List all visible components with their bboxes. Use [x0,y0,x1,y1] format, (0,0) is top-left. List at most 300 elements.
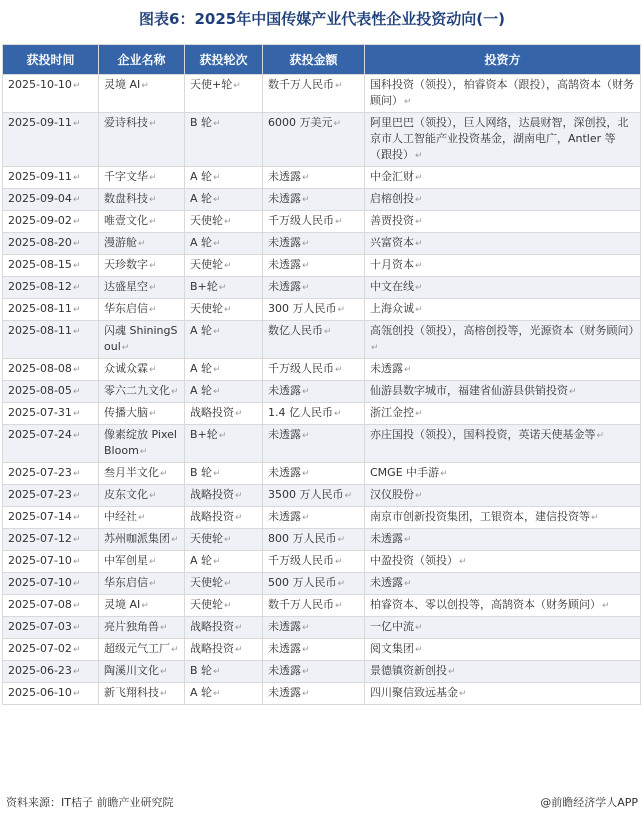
return-mark-icon: ↵ [213,689,221,699]
cell-text: 2025-07-08 [8,598,72,611]
cell-text: 天珍数字 [104,258,148,271]
cell-round [185,189,263,211]
cell-date [3,113,99,167]
cell-text: 皮东文化 [104,488,148,501]
cell-amount [263,211,365,233]
cell-text: 汉仪股份 [370,488,414,501]
cell-company [99,321,185,359]
cell-company [99,425,185,463]
return-mark-icon: ↵ [72,195,81,205]
cell-investors [365,683,641,705]
cell-text: 未透露 [268,620,301,633]
cell-round [185,485,263,507]
cell-date [3,299,99,321]
cell-text: 数盘科技 [104,192,148,205]
return-mark-icon: ↵ [72,667,81,677]
table-row [3,507,641,529]
return-mark-icon: ↵ [302,667,310,677]
return-mark-icon: ↵ [149,305,157,315]
cell-company [99,75,185,113]
return-mark-icon: ↵ [213,365,221,375]
cell-text: A 轮 [190,324,213,337]
cell-text: B 轮 [190,466,213,479]
cell-text: 2025-07-10 [8,576,72,589]
cell-round [185,113,263,167]
table-row [3,485,641,507]
source-note: 资料来源：IT桔子 前瞻产业研究院 [6,796,174,809]
cell-text: 未透露 [268,510,301,523]
cell-date [3,233,99,255]
cell-text: 闪魂 ShiningSoul [104,324,178,353]
return-mark-icon: ↵ [72,81,81,91]
return-mark-icon: ↵ [235,491,243,501]
return-mark-icon: ↵ [171,535,179,545]
return-mark-icon: ↵ [415,173,423,183]
cell-text: 中金汇财 [370,170,414,183]
cell-text: A 轮 [190,554,213,567]
cell-text: A 轮 [190,384,213,397]
cell-text: 战略投资 [190,406,234,419]
cell-text: 天使轮 [190,302,223,315]
cell-investors [365,639,641,661]
return-mark-icon: ↵ [72,283,81,293]
cell-amount [263,167,365,189]
cell-text: 仙游县数字城市，福建省仙游县供销投资 [370,384,568,397]
table-row [3,617,641,639]
cell-text: 未透露 [370,576,403,589]
return-mark-icon: ↵ [415,645,423,655]
cell-text: 国科投资（领投），柏睿资本（跟投），高鹄资本（财务顾问） [370,78,634,107]
table-row [3,595,641,617]
cell-text: 2025-10-10 [8,78,72,91]
table-row [3,255,641,277]
cell-text: 2025-07-03 [8,620,72,633]
cell-amount [263,639,365,661]
cell-text: 2025-08-12 [8,280,72,293]
cell-date [3,75,99,113]
cell-text: 2025-06-23 [8,664,72,677]
return-mark-icon: ↵ [72,557,81,567]
cell-text: 千万级人民币 [268,362,334,375]
return-mark-icon: ↵ [415,217,423,227]
cell-round [185,381,263,403]
return-mark-icon: ↵ [72,431,81,441]
cell-investors [365,255,641,277]
cell-round [185,403,263,425]
cell-text: 众诚众霖 [104,362,148,375]
return-mark-icon: ↵ [415,409,423,419]
cell-text: 未透露 [268,466,301,479]
return-mark-icon: ↵ [224,217,232,227]
cell-company [99,403,185,425]
cell-round [185,233,263,255]
return-mark-icon: ↵ [213,557,221,567]
cell-date [3,381,99,403]
return-mark-icon: ↵ [404,365,412,375]
cell-text: 上海众诚 [370,302,414,315]
cell-date [3,485,99,507]
cell-date [3,403,99,425]
cell-text: 浙江金控 [370,406,414,419]
cell-text: 2025-07-24 [8,428,72,441]
cell-text: 2025-06-10 [8,686,72,699]
cell-investors [365,189,641,211]
cell-date [3,661,99,683]
cell-text: 数千万人民币 [268,78,334,91]
cell-text: 2025-07-10 [8,554,72,567]
return-mark-icon: ↵ [72,327,81,337]
cell-investors [365,551,641,573]
return-mark-icon: ↵ [149,195,157,205]
credit-note: @前瞻经济学人APP [540,796,638,809]
return-mark-icon: ↵ [415,283,423,293]
cell-text: 3500 万人民币 [268,488,344,501]
cell-amount [263,321,365,359]
return-mark-icon: ↵ [335,81,343,91]
return-mark-icon: ↵ [335,557,343,567]
cell-investors [365,595,641,617]
return-mark-icon: ↵ [213,119,221,129]
cell-text: 2025-07-23 [8,488,72,501]
cell-company [99,683,185,705]
cell-amount [263,233,365,255]
cell-text: A 轮 [190,686,213,699]
return-mark-icon: ↵ [213,239,221,249]
cell-investors [365,661,641,683]
page-title: 图表6：2025年中国传媒产业代表性企业投资动向(一) [139,10,505,28]
cell-text: 战略投资 [190,620,234,633]
cell-text: 柏睿资本、零以创投等，高鹄资本（财务顾问） [370,598,601,611]
cell-company [99,113,185,167]
cell-text: 天使轮 [190,214,223,227]
return-mark-icon: ↵ [149,365,157,375]
return-mark-icon: ↵ [149,491,157,501]
cell-text: 华东启信 [104,302,148,315]
return-mark-icon: ↵ [149,579,157,589]
cell-text: 十月资本 [370,258,414,271]
cell-amount [263,189,365,211]
cell-round [185,463,263,485]
cell-investors [365,463,641,485]
cell-text: 2025-07-12 [8,532,72,545]
return-mark-icon: ↵ [302,261,310,271]
cell-text: 未透露 [268,664,301,677]
cell-text: 四川聚信致远基金 [370,686,458,699]
return-mark-icon: ↵ [415,623,423,633]
cell-investors [365,167,641,189]
cell-amount [263,403,365,425]
return-mark-icon: ↵ [224,579,232,589]
cell-text: 叁月半文化 [104,466,159,479]
return-mark-icon: ↵ [149,119,157,129]
cell-investors [365,233,641,255]
cell-text: 中军创星 [104,554,148,567]
return-mark-icon: ↵ [213,195,221,205]
cell-round [185,661,263,683]
return-mark-icon: ↵ [149,409,157,419]
cell-text: 漫游舱 [104,236,137,249]
cell-text: 300 万人民币 [268,302,337,315]
cell-text: A 轮 [190,170,213,183]
cell-text: 数亿人民币 [268,324,323,337]
cell-amount [263,573,365,595]
cell-text: 2025-08-11 [8,324,72,337]
cell-company [99,617,185,639]
return-mark-icon: ↵ [224,601,232,611]
cell-investors [365,113,641,167]
return-mark-icon: ↵ [72,689,81,699]
cell-company [99,661,185,683]
cell-round [185,507,263,529]
cell-text: 千字文华 [104,170,148,183]
return-mark-icon: ↵ [569,387,577,397]
return-mark-icon: ↵ [72,535,81,545]
cell-investors [365,485,641,507]
return-mark-icon: ↵ [602,601,610,611]
cell-text: 南京市创新投资集团，工银资本，建信投资等 [370,510,590,523]
cell-text: 未透露 [268,170,301,183]
cell-text: B 轮 [190,664,213,677]
table-row [3,639,641,661]
cell-investors [365,75,641,113]
return-mark-icon: ↵ [213,667,221,677]
cell-text: 战略投资 [190,488,234,501]
table-row [3,277,641,299]
return-mark-icon: ↵ [415,261,423,271]
return-mark-icon: ↵ [213,387,221,397]
cell-date [3,551,99,573]
cell-investors [365,403,641,425]
cell-text: 战略投资 [190,642,234,655]
cell-company [99,381,185,403]
return-mark-icon: ↵ [415,151,423,161]
table-row [3,233,641,255]
cell-text: 未透露 [268,280,301,293]
cell-text: A 轮 [190,362,213,375]
cell-text: 一亿中流 [370,620,414,633]
return-mark-icon: ↵ [72,409,81,419]
return-mark-icon: ↵ [335,601,343,611]
cell-amount [263,113,365,167]
cell-text: A 轮 [190,192,213,205]
return-mark-icon: ↵ [72,623,81,633]
return-mark-icon: ↵ [591,513,599,523]
cell-amount [263,529,365,551]
return-mark-icon: ↵ [335,365,343,375]
cell-investors [365,573,641,595]
cell-text: 2025-09-02 [8,214,72,227]
table-row [3,551,641,573]
table-row [3,683,641,705]
return-mark-icon: ↵ [440,469,448,479]
cell-company [99,573,185,595]
cell-round [185,359,263,381]
return-mark-icon: ↵ [235,623,243,633]
return-mark-icon: ↵ [149,261,157,271]
cell-round [185,617,263,639]
cell-investors [365,211,641,233]
cell-company [99,211,185,233]
return-mark-icon: ↵ [149,173,157,183]
return-mark-icon: ↵ [333,119,342,129]
header-date: 获投时间 [3,45,99,75]
table-header-row [3,45,641,75]
return-mark-icon: ↵ [302,513,310,523]
cell-date [3,321,99,359]
return-mark-icon: ↵ [302,283,310,293]
return-mark-icon: ↵ [302,645,310,655]
return-mark-icon: ↵ [149,217,157,227]
cell-text: 2025-09-11 [8,116,72,129]
cell-round [185,75,263,113]
cell-text: 中文在线 [370,280,414,293]
return-mark-icon: ↵ [415,239,423,249]
return-mark-icon: ↵ [72,645,81,655]
return-mark-icon: ↵ [337,305,346,315]
cell-text: 达盛星空 [104,280,148,293]
cell-text: 2025-08-08 [8,362,72,375]
return-mark-icon: ↵ [171,645,179,655]
cell-investors [365,321,641,359]
return-mark-icon: ↵ [596,431,605,441]
return-mark-icon: ↵ [72,491,81,501]
return-mark-icon: ↵ [302,431,310,441]
cell-round [185,167,263,189]
cell-text: 天使轮 [190,532,223,545]
table-row [3,425,641,463]
table-body [3,75,641,705]
cell-date [3,189,99,211]
cell-round [185,321,263,359]
cell-text: 善贾投资 [370,214,414,227]
header-amount: 获投金额 [263,45,365,75]
cell-date [3,167,99,189]
cell-text: 零六二九文化 [104,384,170,397]
return-mark-icon: ↵ [302,173,310,183]
table-row [3,529,641,551]
cell-text: 2025-08-05 [8,384,72,397]
cell-text: 天使轮 [190,258,223,271]
cell-text: 兴富资本 [370,236,414,249]
cell-text: 2025-09-11 [8,170,72,183]
return-mark-icon: ↵ [72,261,81,271]
cell-round [185,425,263,463]
cell-text: 2025-07-31 [8,406,72,419]
return-mark-icon: ↵ [141,601,149,611]
cell-text: 传播大脑 [104,406,148,419]
cell-date [3,359,99,381]
cell-company [99,551,185,573]
cell-company [99,277,185,299]
cell-date [3,529,99,551]
cell-date [3,507,99,529]
return-mark-icon: ↵ [337,535,346,545]
cell-company [99,359,185,381]
return-mark-icon: ↵ [141,81,149,91]
return-mark-icon: ↵ [213,469,221,479]
cell-text: 未透露 [370,532,403,545]
cell-round [185,595,263,617]
return-mark-icon: ↵ [224,305,232,315]
cell-text: 亦庄国投（领投），国科投资，英诺天使基金等 [370,428,596,441]
return-mark-icon: ↵ [218,431,227,441]
cell-text: 2025-08-11 [8,302,72,315]
cell-round [185,551,263,573]
cell-text: 灵境 AI [104,598,141,611]
cell-amount [263,359,365,381]
cell-text: 未透露 [268,686,301,699]
return-mark-icon: ↵ [415,195,423,205]
cell-text: 新飞翔科技 [104,686,159,699]
cell-company [99,507,185,529]
cell-date [3,573,99,595]
return-mark-icon: ↵ [160,667,168,677]
cell-date [3,277,99,299]
cell-text: 亮片独角兽 [104,620,159,633]
cell-date [3,463,99,485]
return-mark-icon: ↵ [72,173,81,183]
cell-amount [263,75,365,113]
cell-round [185,683,263,705]
return-mark-icon: ↵ [72,239,81,249]
cell-text: 未透露 [370,362,403,375]
cell-investors [365,277,641,299]
table-row [3,381,641,403]
cell-text: B+轮 [190,428,218,441]
return-mark-icon: ↵ [344,491,353,501]
cell-text: 阿里巴巴（领投），巨人网络，达晨财智，深创投，北京市人工智能产业投资基金，湖南电广，Antler 等（跟投） [370,116,629,161]
cell-company [99,485,185,507]
cell-round [185,211,263,233]
cell-round [185,529,263,551]
return-mark-icon: ↵ [324,327,332,337]
cell-text: CMGE 中手游 [370,466,440,479]
return-mark-icon: ↵ [371,343,379,353]
cell-text: 爱诗科技 [104,116,148,129]
cell-investors [365,425,641,463]
cell-text: 2025-09-04 [8,192,72,205]
cell-amount [263,551,365,573]
return-mark-icon: ↵ [138,513,146,523]
return-mark-icon: ↵ [302,469,310,479]
cell-text: 未透露 [268,192,301,205]
cell-amount [263,277,365,299]
return-mark-icon: ↵ [224,261,232,271]
cell-round [185,639,263,661]
table-row [3,189,641,211]
return-mark-icon: ↵ [213,327,221,337]
cell-investors [365,617,641,639]
cell-text: 500 万人民币 [268,576,337,589]
cell-amount [263,425,365,463]
return-mark-icon: ↵ [72,513,81,523]
return-mark-icon: ↵ [218,283,227,293]
return-mark-icon: ↵ [72,119,81,129]
cell-date [3,255,99,277]
cell-date [3,425,99,463]
return-mark-icon: ↵ [404,97,412,107]
cell-text: 中盈投资（领投） [370,554,458,567]
cell-text: 未透露 [268,428,301,441]
table-row [3,75,641,113]
return-mark-icon: ↵ [72,579,81,589]
cell-round [185,573,263,595]
return-mark-icon: ↵ [121,343,130,353]
cell-round [185,277,263,299]
cell-amount [263,381,365,403]
return-mark-icon: ↵ [448,667,456,677]
return-mark-icon: ↵ [72,469,81,479]
